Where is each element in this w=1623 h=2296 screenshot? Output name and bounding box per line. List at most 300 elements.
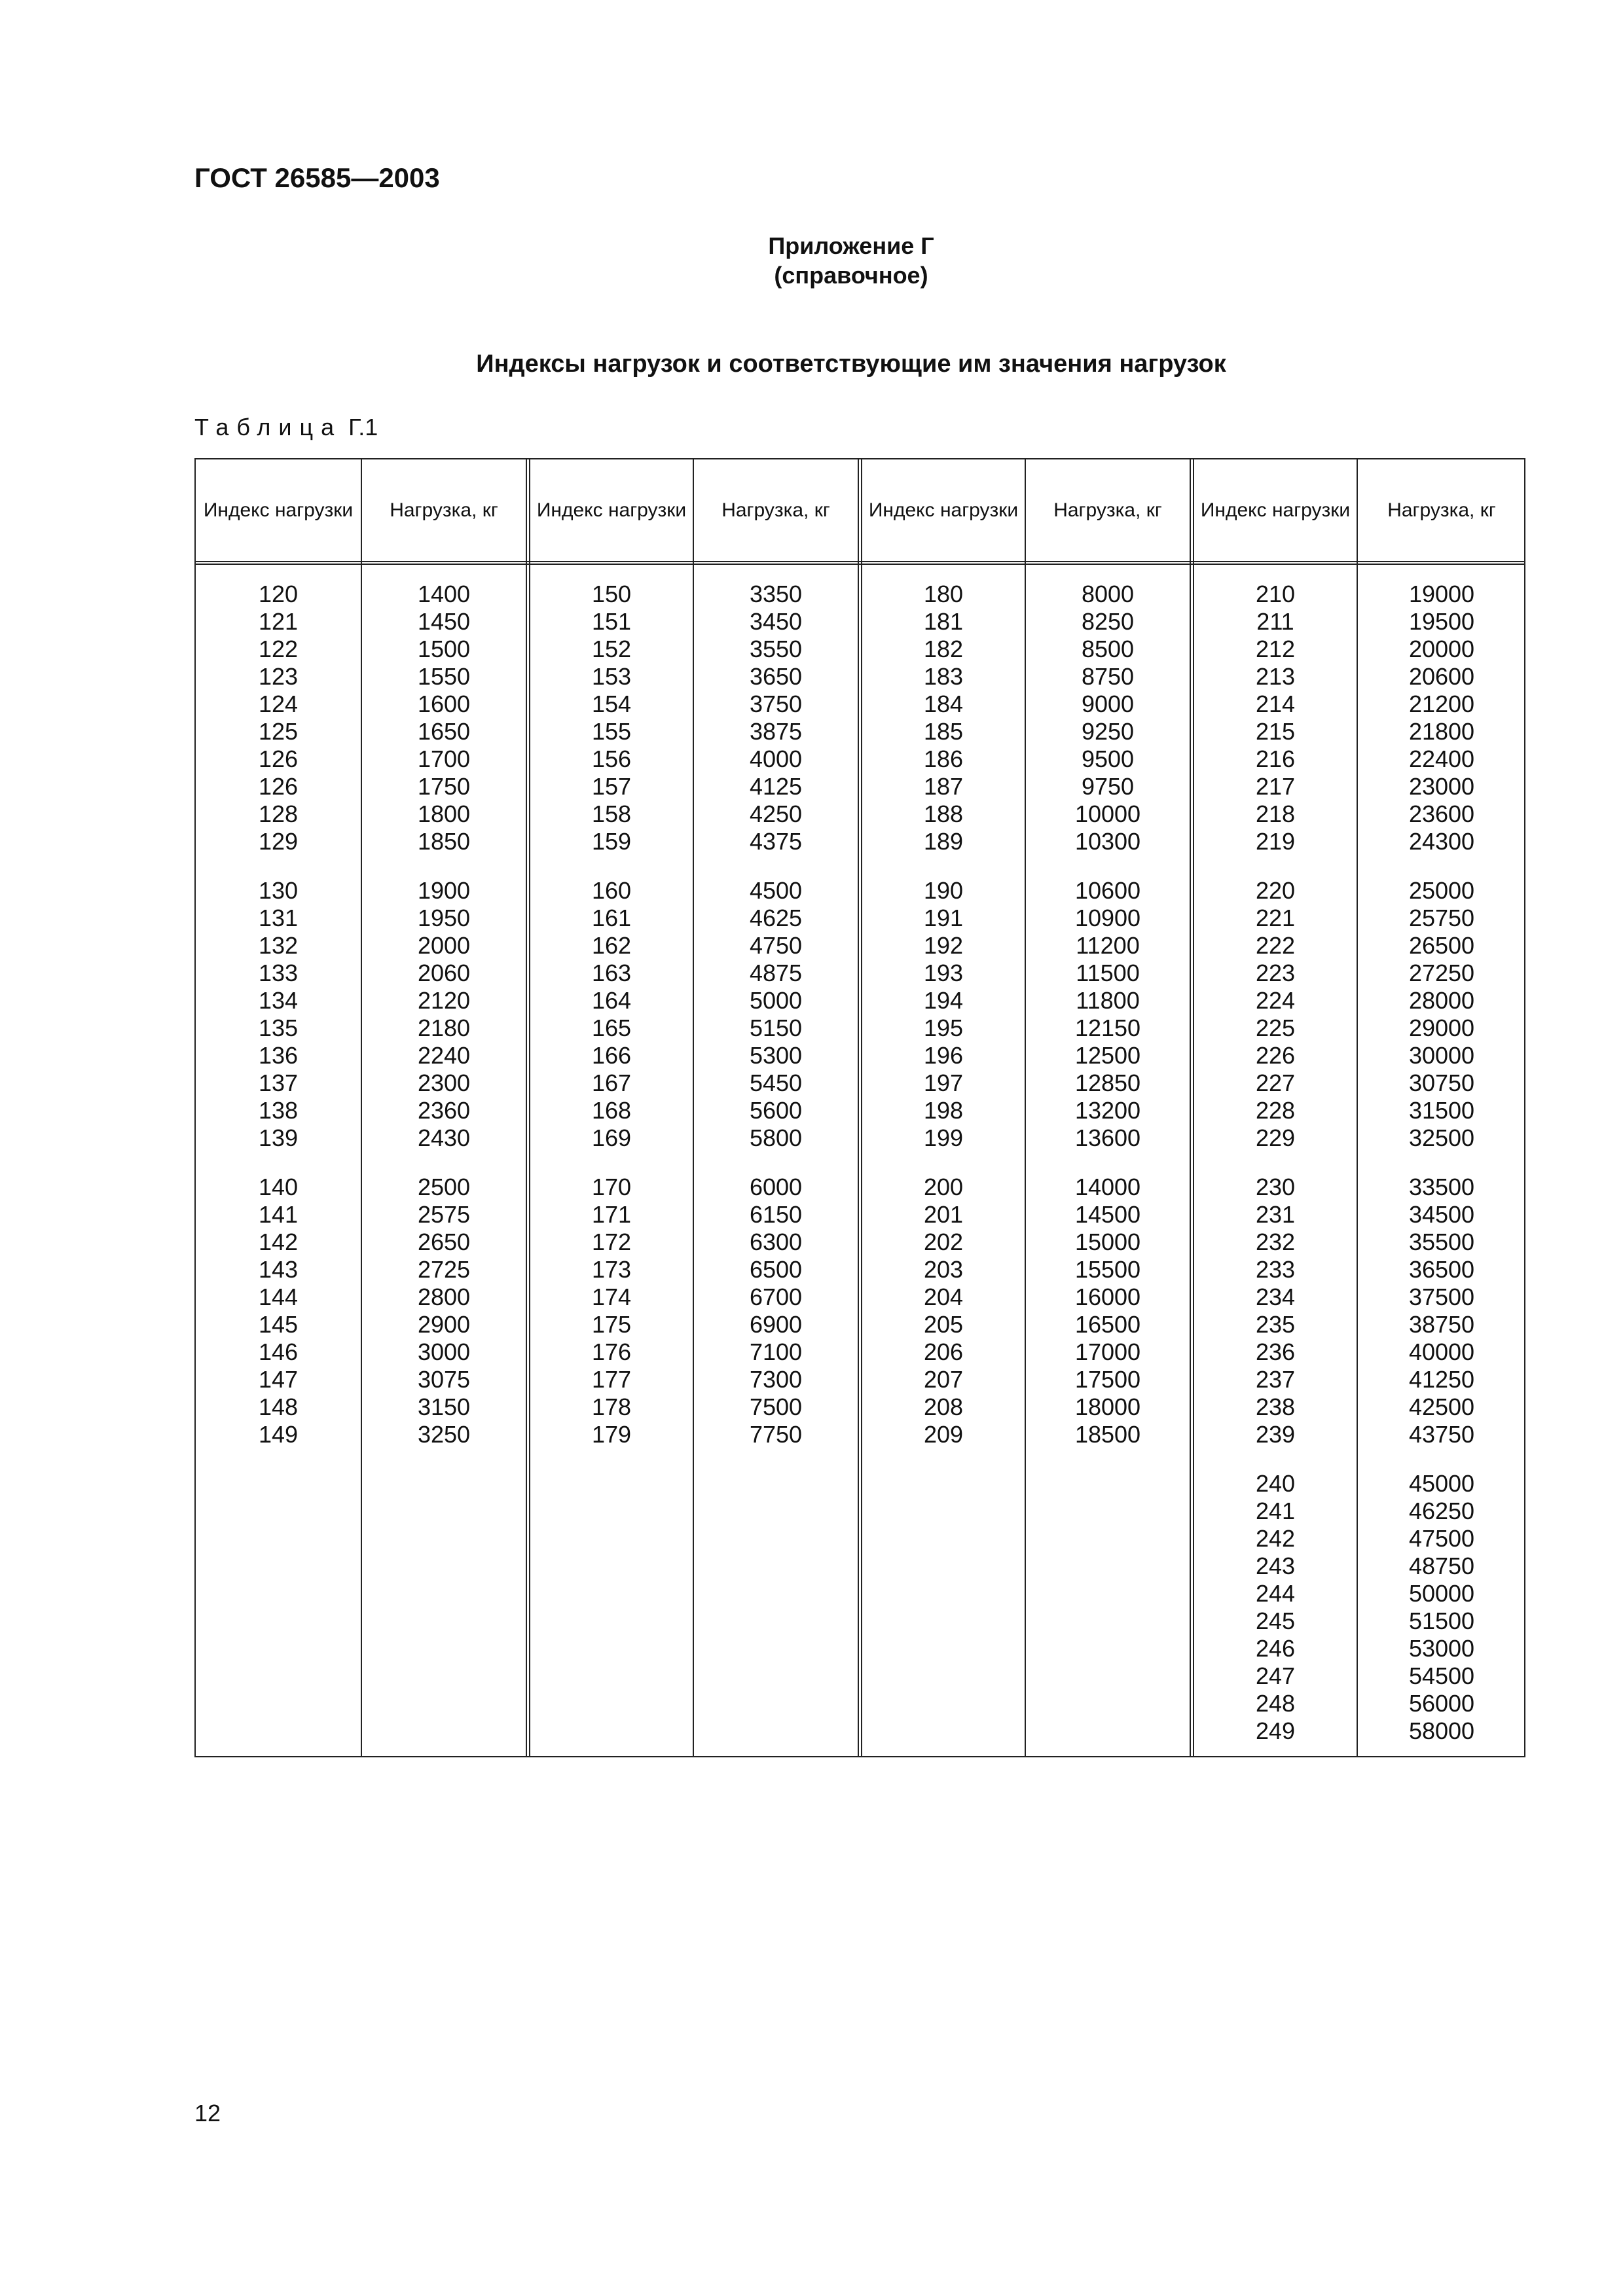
load-index-cell: 209 xyxy=(923,1421,964,1448)
load-value-cell: 3875 xyxy=(749,718,803,745)
load-index-cell: 224 xyxy=(1255,987,1296,1014)
load-value-cell: 18500 xyxy=(1074,1421,1141,1448)
load-index-cell: 233 xyxy=(1255,1256,1296,1283)
load-value-cell: 2725 xyxy=(417,1256,471,1283)
load-value-cell: 25750 xyxy=(1408,905,1475,931)
load-index-cell: 187 xyxy=(923,773,964,800)
load-value-cell: 6300 xyxy=(749,1229,803,1255)
load-index-cell: 164 xyxy=(591,987,632,1014)
load-index-cell: 215 xyxy=(1255,718,1296,745)
load-index-cell: 211 xyxy=(1256,608,1294,635)
load-value-cell: 2180 xyxy=(417,1014,471,1041)
load-value-cell: 30000 xyxy=(1408,1042,1475,1069)
load-value-cell: 21800 xyxy=(1408,718,1475,745)
load-value-cell: 22400 xyxy=(1408,745,1475,772)
block-gap xyxy=(1358,855,1525,877)
load-value-cell: 24300 xyxy=(1408,828,1475,855)
load-value-cell: 9250 xyxy=(1081,718,1135,745)
load-value-cell: 2430 xyxy=(417,1124,471,1151)
load-index-cell: 136 xyxy=(258,1042,299,1069)
load-index-cell: 217 xyxy=(1255,773,1296,800)
load-value-cell: 20000 xyxy=(1408,636,1475,662)
header-load: Нагрузка, кг xyxy=(721,499,830,521)
load-index-cell: 214 xyxy=(1255,691,1296,717)
load-index-cell: 219 xyxy=(1255,828,1296,855)
load-index-cell: 154 xyxy=(591,691,632,717)
annex-title: Приложение Г xyxy=(768,232,934,259)
load-value-cell: 11800 xyxy=(1076,987,1140,1014)
load-index-cell: 190 xyxy=(923,877,964,904)
load-index-cell: 206 xyxy=(923,1338,964,1365)
load-index-cell: 172 xyxy=(591,1229,632,1255)
load-value-cell: 18000 xyxy=(1074,1393,1141,1420)
load-index-cell: 145 xyxy=(258,1311,299,1338)
load-index-cell: 121 xyxy=(258,608,299,635)
load-value-cell: 1950 xyxy=(417,905,471,931)
load-index-cell: 124 xyxy=(258,691,299,717)
load-value-cell: 11500 xyxy=(1076,960,1140,986)
load-index-cell: 147 xyxy=(258,1366,299,1393)
load-index-cell: 120 xyxy=(258,581,299,607)
block-gap xyxy=(196,855,361,877)
load-index-cell: 130 xyxy=(258,877,299,904)
load-value-cell: 19000 xyxy=(1408,581,1475,607)
load-value-cell: 35500 xyxy=(1408,1229,1475,1255)
load-value-cell: 43750 xyxy=(1408,1421,1475,1448)
load-index-cell: 153 xyxy=(591,663,632,690)
load-index-cell: 203 xyxy=(923,1256,964,1283)
block-gap xyxy=(362,1152,526,1174)
load-index-cell: 174 xyxy=(591,1283,632,1310)
load-value-cell: 54500 xyxy=(1408,1662,1475,1689)
load-index-cell: 176 xyxy=(591,1338,632,1365)
load-value-cell: 21200 xyxy=(1408,691,1475,717)
load-index-cell: 244 xyxy=(1255,1580,1296,1607)
load-index-cell: 186 xyxy=(923,745,964,772)
load-value-cell: 6000 xyxy=(749,1174,803,1200)
load-index-cell: 169 xyxy=(591,1124,632,1151)
load-index-cell: 201 xyxy=(923,1201,964,1228)
load-index-cell: 144 xyxy=(258,1283,299,1310)
load-value-cell: 8000 xyxy=(1081,581,1135,607)
load-value-cell: 7500 xyxy=(749,1393,803,1420)
load-value-cell: 3250 xyxy=(417,1421,471,1448)
load-index-cell: 123 xyxy=(258,663,299,690)
load-value-cell: 10600 xyxy=(1074,877,1141,904)
load-value-cell: 56000 xyxy=(1408,1690,1475,1717)
load-value-cell: 4375 xyxy=(749,828,803,855)
load-index-cell: 247 xyxy=(1255,1662,1296,1689)
load-index-cell: 159 xyxy=(591,828,632,855)
load-value-cell: 6700 xyxy=(749,1283,803,1310)
load-value-cell: 26500 xyxy=(1408,932,1475,959)
load-value-cell: 1650 xyxy=(417,718,471,745)
load-value-cell: 2360 xyxy=(417,1097,471,1124)
load-index-cell: 212 xyxy=(1255,636,1296,662)
load-index-cell: 165 xyxy=(591,1014,632,1041)
load-index-cell: 150 xyxy=(591,581,632,607)
load-value-cell: 19500 xyxy=(1408,608,1475,635)
load-index-cell: 173 xyxy=(591,1256,632,1283)
table-label-number: Г.1 xyxy=(348,414,378,440)
load-value-cell: 58000 xyxy=(1408,1717,1475,1744)
block-gap xyxy=(362,855,526,877)
load-value-cell: 3550 xyxy=(749,636,803,662)
load-index-cell: 205 xyxy=(923,1311,964,1338)
load-index-cell: 143 xyxy=(258,1256,299,1283)
load-value-cell: 1600 xyxy=(417,691,471,717)
load-value-cell: 4750 xyxy=(749,932,803,959)
load-value-cell: 3150 xyxy=(417,1393,471,1420)
load-index-table xyxy=(194,458,1525,1757)
load-index-cell: 216 xyxy=(1255,745,1296,772)
load-value-cell: 5600 xyxy=(749,1097,803,1124)
load-value-cell: 9500 xyxy=(1081,745,1135,772)
load-index-cell: 182 xyxy=(923,636,964,662)
block-gap xyxy=(694,1152,858,1174)
load-value-cell: 1550 xyxy=(417,663,471,690)
load-index-cell: 168 xyxy=(591,1097,632,1124)
group-divider xyxy=(858,459,862,1756)
group-divider xyxy=(526,459,530,1756)
load-value-cell: 3450 xyxy=(749,608,803,635)
load-value-cell: 1900 xyxy=(417,877,471,904)
load-index-cell: 226 xyxy=(1255,1042,1296,1069)
header-load: Нагрузка, кг xyxy=(1053,499,1162,521)
load-value-cell: 2900 xyxy=(417,1311,471,1338)
load-index-cell: 218 xyxy=(1255,800,1296,827)
load-index-cell: 227 xyxy=(1255,1069,1296,1096)
load-index-cell: 229 xyxy=(1255,1124,1296,1151)
load-value-cell: 16000 xyxy=(1074,1283,1141,1310)
load-index-cell: 166 xyxy=(591,1042,632,1069)
load-index-cell: 236 xyxy=(1255,1338,1296,1365)
load-index-cell: 193 xyxy=(923,960,964,986)
load-index-cell: 221 xyxy=(1255,905,1296,931)
load-value-cell: 3350 xyxy=(749,581,803,607)
load-index-cell: 196 xyxy=(923,1042,964,1069)
load-value-cell: 3650 xyxy=(749,663,803,690)
load-index-cell: 232 xyxy=(1255,1229,1296,1255)
load-index-cell: 155 xyxy=(591,718,632,745)
header-index: Индекс нагрузки xyxy=(536,499,687,521)
load-value-cell: 10300 xyxy=(1074,828,1141,855)
load-index-cell: 167 xyxy=(591,1069,632,1096)
load-index-cell: 199 xyxy=(923,1124,964,1151)
load-index-cell: 128 xyxy=(258,800,299,827)
load-value-cell: 23600 xyxy=(1408,800,1475,827)
load-value-cell: 31500 xyxy=(1408,1097,1475,1124)
load-value-cell: 33500 xyxy=(1408,1174,1475,1200)
block-gap xyxy=(694,855,858,877)
load-index-cell: 151 xyxy=(591,608,632,635)
load-value-cell: 15500 xyxy=(1074,1256,1141,1283)
load-index-cell: 197 xyxy=(923,1069,964,1096)
load-value-cell: 8250 xyxy=(1081,608,1135,635)
load-index-cell: 146 xyxy=(258,1338,299,1365)
load-index-cell: 234 xyxy=(1255,1283,1296,1310)
header-load: Нагрузка, кг xyxy=(1387,499,1496,521)
load-index-cell: 183 xyxy=(923,663,964,690)
load-column xyxy=(362,581,526,1448)
load-index-cell: 156 xyxy=(591,745,632,772)
load-value-cell: 2120 xyxy=(417,987,471,1014)
load-index-cell: 139 xyxy=(258,1124,299,1151)
load-value-cell: 28000 xyxy=(1408,987,1475,1014)
load-value-cell: 48750 xyxy=(1408,1552,1475,1579)
load-index-cell: 138 xyxy=(258,1097,299,1124)
load-index-cell: 191 xyxy=(923,905,964,931)
load-index-cell: 242 xyxy=(1255,1525,1296,1552)
load-value-cell: 5000 xyxy=(749,987,803,1014)
load-index-cell: 137 xyxy=(258,1069,299,1096)
load-index-cell: 131 xyxy=(258,905,299,931)
load-value-cell: 4125 xyxy=(749,773,803,800)
load-value-cell: 50000 xyxy=(1408,1580,1475,1607)
load-value-cell: 47500 xyxy=(1408,1525,1475,1552)
load-index-cell: 134 xyxy=(258,987,299,1014)
load-index-cell: 192 xyxy=(923,932,964,959)
load-index-cell: 195 xyxy=(923,1014,964,1041)
load-index-cell: 200 xyxy=(923,1174,964,1200)
load-index-cell: 225 xyxy=(1255,1014,1296,1041)
load-index-cell: 210 xyxy=(1255,581,1296,607)
header-index: Индекс нагрузки xyxy=(203,499,354,521)
load-value-cell: 12850 xyxy=(1074,1069,1141,1096)
index-column xyxy=(530,581,693,1448)
load-index-cell: 239 xyxy=(1255,1421,1296,1448)
header-index: Индекс нагрузки xyxy=(1200,499,1351,521)
load-index-cell: 194 xyxy=(923,987,964,1014)
load-value-cell: 51500 xyxy=(1408,1607,1475,1634)
table-subtitle: Индексы нагрузок и соответствующие им значения нагрузок xyxy=(476,350,1226,378)
block-gap xyxy=(1194,1152,1357,1174)
load-index-cell: 235 xyxy=(1255,1311,1296,1338)
load-column xyxy=(1358,581,1525,1745)
block-gap xyxy=(1358,1448,1525,1470)
load-index-cell: 246 xyxy=(1255,1635,1296,1662)
load-value-cell: 32500 xyxy=(1408,1124,1475,1151)
load-value-cell: 16500 xyxy=(1074,1311,1141,1338)
load-value-cell: 41250 xyxy=(1408,1366,1475,1393)
load-value-cell: 4875 xyxy=(749,960,803,986)
load-index-cell: 148 xyxy=(258,1393,299,1420)
load-index-cell: 126 xyxy=(258,773,299,800)
load-value-cell: 30750 xyxy=(1408,1069,1475,1096)
document-code: ГОСТ 26585—2003 xyxy=(194,162,440,193)
load-column xyxy=(694,581,858,1448)
load-index-cell: 185 xyxy=(923,718,964,745)
annex-type: (справочное) xyxy=(774,262,928,289)
load-index-cell: 126 xyxy=(258,745,299,772)
load-index-cell: 204 xyxy=(923,1283,964,1310)
load-value-cell: 4250 xyxy=(749,800,803,827)
load-value-cell: 1400 xyxy=(417,581,471,607)
load-value-cell: 8500 xyxy=(1081,636,1135,662)
load-index-cell: 125 xyxy=(258,718,299,745)
block-gap xyxy=(196,1152,361,1174)
load-value-cell: 25000 xyxy=(1408,877,1475,904)
load-index-cell: 157 xyxy=(591,773,632,800)
load-value-cell: 40000 xyxy=(1408,1338,1475,1365)
load-index-cell: 222 xyxy=(1255,932,1296,959)
load-value-cell: 2500 xyxy=(417,1174,471,1200)
load-index-cell: 161 xyxy=(591,905,632,931)
load-index-cell: 163 xyxy=(591,960,632,986)
load-value-cell: 12150 xyxy=(1074,1014,1141,1041)
load-value-cell: 2060 xyxy=(417,960,471,986)
load-value-cell: 11200 xyxy=(1076,932,1140,959)
load-value-cell: 14500 xyxy=(1074,1201,1141,1228)
load-value-cell: 5450 xyxy=(749,1069,803,1096)
load-index-cell: 181 xyxy=(923,608,964,635)
load-value-cell: 7750 xyxy=(749,1421,803,1448)
load-value-cell: 17500 xyxy=(1074,1366,1141,1393)
load-value-cell: 13600 xyxy=(1074,1124,1141,1151)
load-index-cell: 175 xyxy=(591,1311,632,1338)
load-index-cell: 184 xyxy=(923,691,964,717)
load-index-cell: 198 xyxy=(923,1097,964,1124)
load-index-cell: 238 xyxy=(1255,1393,1296,1420)
block-gap xyxy=(1026,1152,1190,1174)
load-value-cell: 6500 xyxy=(749,1256,803,1283)
load-value-cell: 8750 xyxy=(1081,663,1135,690)
load-index-cell: 245 xyxy=(1255,1607,1296,1634)
load-value-cell: 4500 xyxy=(749,877,803,904)
index-column xyxy=(862,581,1025,1448)
load-value-cell: 9750 xyxy=(1081,773,1135,800)
load-value-cell: 15000 xyxy=(1074,1229,1141,1255)
load-value-cell: 7300 xyxy=(749,1366,803,1393)
load-index-cell: 141 xyxy=(258,1201,299,1228)
load-value-cell: 20600 xyxy=(1408,663,1475,690)
load-index-cell: 152 xyxy=(591,636,632,662)
load-value-cell: 3075 xyxy=(417,1366,471,1393)
block-gap xyxy=(530,1152,693,1174)
load-value-cell: 45000 xyxy=(1408,1470,1475,1497)
load-value-cell: 13200 xyxy=(1074,1097,1141,1124)
header-load: Нагрузка, кг xyxy=(390,499,498,521)
load-value-cell: 34500 xyxy=(1408,1201,1475,1228)
load-value-cell: 14000 xyxy=(1074,1174,1141,1200)
load-value-cell: 1850 xyxy=(417,828,471,855)
load-index-cell: 188 xyxy=(923,800,964,827)
annex-heading xyxy=(0,231,1623,290)
load-index-cell: 158 xyxy=(591,800,632,827)
table-label-prefix: Таблица xyxy=(194,414,342,440)
load-index-cell: 249 xyxy=(1255,1717,1296,1744)
load-index-cell: 228 xyxy=(1255,1097,1296,1124)
block-gap xyxy=(862,1152,1025,1174)
load-value-cell: 2575 xyxy=(417,1201,471,1228)
load-index-cell: 230 xyxy=(1255,1174,1296,1200)
block-gap xyxy=(1358,1152,1525,1174)
block-gap xyxy=(862,855,1025,877)
load-value-cell: 2650 xyxy=(417,1229,471,1255)
load-index-cell: 129 xyxy=(258,828,299,855)
load-index-cell: 241 xyxy=(1255,1498,1296,1524)
load-value-cell: 2000 xyxy=(417,932,471,959)
load-index-cell: 213 xyxy=(1255,663,1296,690)
load-index-cell: 237 xyxy=(1255,1366,1296,1393)
load-value-cell: 53000 xyxy=(1408,1635,1475,1662)
block-gap xyxy=(1194,855,1357,877)
load-index-cell: 140 xyxy=(258,1174,299,1200)
load-index-cell: 240 xyxy=(1255,1470,1296,1497)
load-value-cell: 2800 xyxy=(417,1283,471,1310)
load-column xyxy=(1026,581,1190,1448)
table-label xyxy=(194,414,378,441)
load-index-cell: 220 xyxy=(1255,877,1296,904)
load-index-cell: 189 xyxy=(923,828,964,855)
load-index-cell: 149 xyxy=(258,1421,299,1448)
load-value-cell: 6150 xyxy=(749,1201,803,1228)
load-value-cell: 37500 xyxy=(1408,1283,1475,1310)
load-value-cell: 7100 xyxy=(749,1338,803,1365)
load-value-cell: 1500 xyxy=(417,636,471,662)
load-value-cell: 5150 xyxy=(749,1014,803,1041)
load-value-cell: 1750 xyxy=(417,773,471,800)
load-value-cell: 42500 xyxy=(1408,1393,1475,1420)
load-index-cell: 180 xyxy=(923,581,964,607)
load-value-cell: 27250 xyxy=(1408,960,1475,986)
load-value-cell: 9000 xyxy=(1081,691,1135,717)
header-index: Индекс нагрузки xyxy=(868,499,1019,521)
index-column xyxy=(196,581,361,1448)
load-index-cell: 243 xyxy=(1255,1552,1296,1579)
load-value-cell: 3750 xyxy=(749,691,803,717)
load-index-cell: 223 xyxy=(1255,960,1296,986)
load-index-cell: 142 xyxy=(258,1229,299,1255)
load-value-cell: 3000 xyxy=(417,1338,471,1365)
load-index-cell: 178 xyxy=(591,1393,632,1420)
load-value-cell: 4625 xyxy=(749,905,803,931)
load-index-cell: 207 xyxy=(923,1366,964,1393)
load-value-cell: 10000 xyxy=(1074,800,1141,827)
load-index-cell: 179 xyxy=(591,1421,632,1448)
block-gap xyxy=(530,855,693,877)
load-index-cell: 160 xyxy=(591,877,632,904)
load-index-cell: 202 xyxy=(923,1229,964,1255)
load-index-cell: 177 xyxy=(591,1366,632,1393)
load-index-cell: 171 xyxy=(591,1201,632,1228)
load-value-cell: 10900 xyxy=(1074,905,1141,931)
load-value-cell: 5300 xyxy=(749,1042,803,1069)
page-number: 12 xyxy=(194,2100,221,2126)
load-value-cell: 17000 xyxy=(1074,1338,1141,1365)
load-value-cell: 1700 xyxy=(417,745,471,772)
load-index-cell: 208 xyxy=(923,1393,964,1420)
load-value-cell: 29000 xyxy=(1408,1014,1475,1041)
group-divider xyxy=(1190,459,1194,1756)
block-gap xyxy=(1026,855,1190,877)
load-value-cell: 38750 xyxy=(1408,1311,1475,1338)
load-index-cell: 231 xyxy=(1255,1201,1296,1228)
load-index-cell: 170 xyxy=(591,1174,632,1200)
load-index-cell: 132 xyxy=(258,932,299,959)
load-index-cell: 122 xyxy=(258,636,299,662)
load-value-cell: 1800 xyxy=(417,800,471,827)
load-index-cell: 162 xyxy=(591,932,632,959)
load-value-cell: 1450 xyxy=(417,608,471,635)
load-index-cell: 135 xyxy=(258,1014,299,1041)
load-value-cell: 5800 xyxy=(749,1124,803,1151)
load-value-cell: 2240 xyxy=(417,1042,471,1069)
index-column xyxy=(1194,581,1357,1745)
load-value-cell: 2300 xyxy=(417,1069,471,1096)
load-value-cell: 6900 xyxy=(749,1311,803,1338)
load-index-cell: 133 xyxy=(258,960,299,986)
